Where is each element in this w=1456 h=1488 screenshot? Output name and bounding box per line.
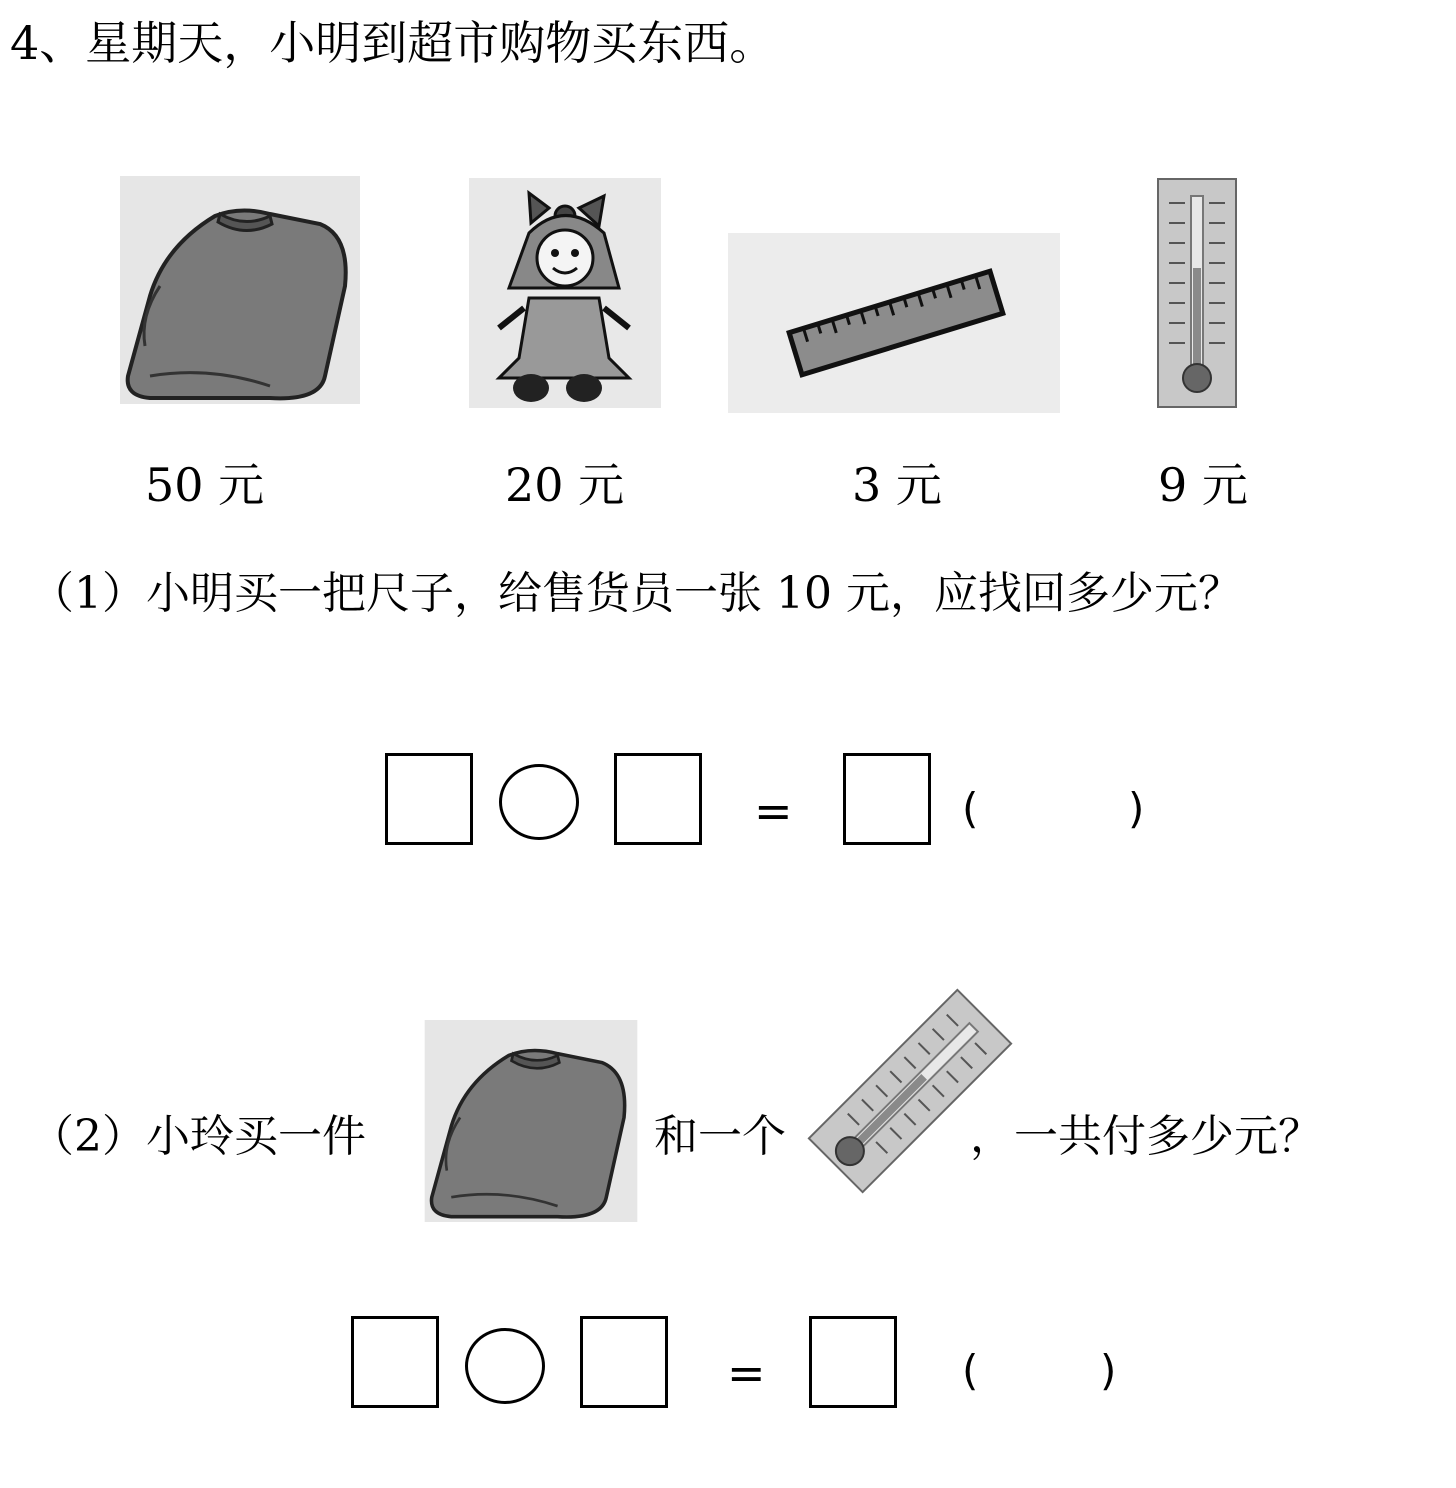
question-1-text: （1）小明买一把尺子，给售货员一张 10 元，应找回多少元？ — [30, 568, 1242, 619]
operator-circle-2[interactable] — [465, 1328, 545, 1404]
operator-circle-1[interactable] — [499, 764, 579, 840]
price-thermometer: 9 元 — [1158, 458, 1248, 512]
unit-paren-open-1: ( — [962, 784, 979, 833]
answer-box-1b[interactable] — [614, 753, 702, 845]
equals-sign-1: = — [754, 784, 793, 838]
unit-paren-close-2: ) — [1100, 1346, 1117, 1395]
question-2-prefix: （2）小玲买一件 — [30, 1111, 366, 1162]
answer-box-2a[interactable] — [351, 1316, 439, 1408]
shirt-image-small — [420, 1020, 642, 1222]
doll-image — [469, 178, 661, 408]
answer-box-2c[interactable] — [809, 1316, 897, 1408]
price-shirt: 50 元 — [145, 458, 265, 512]
ruler-image — [728, 233, 1060, 413]
question-2-suffix: ，一共付多少元？ — [970, 1111, 1322, 1162]
unit-paren-open-2: ( — [962, 1346, 979, 1395]
answer-box-2b[interactable] — [580, 1316, 668, 1408]
question-2-middle: 和一个 — [654, 1111, 786, 1162]
problem-title: 4、星期天，小明到超市购物买东西。 — [10, 16, 776, 70]
price-doll: 20 元 — [505, 458, 625, 512]
answer-box-1c[interactable] — [843, 753, 931, 845]
shirt-image — [120, 176, 360, 404]
price-ruler: 3 元 — [852, 458, 942, 512]
equals-sign-2: = — [727, 1346, 766, 1400]
thermometer-image-rotated — [800, 980, 1020, 1202]
unit-paren-close-1: ) — [1128, 784, 1145, 833]
thermometer-image — [1157, 178, 1237, 408]
answer-box-1a[interactable] — [385, 753, 473, 845]
